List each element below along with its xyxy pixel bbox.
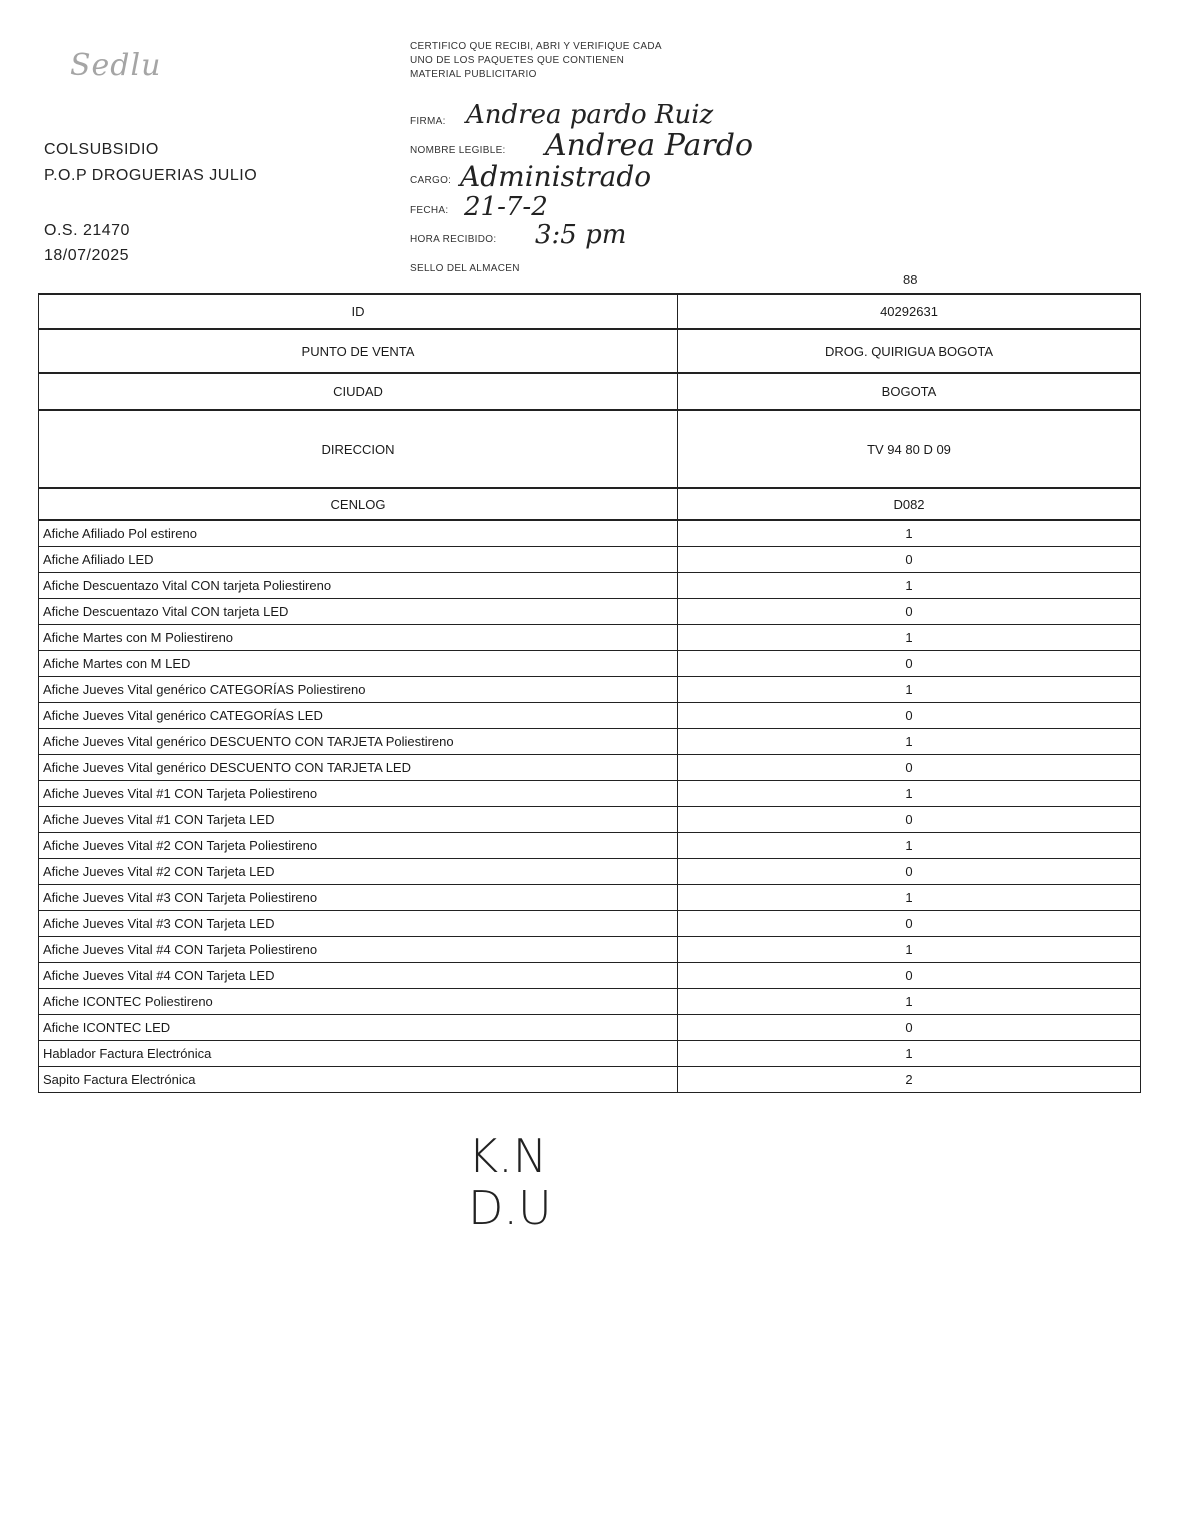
delivery-table	[38, 293, 1141, 1093]
hora-value: 3:5 pm	[535, 220, 627, 250]
row-value: DROG. QUIRIGUA BOGOTA	[678, 329, 1141, 373]
item-quantity: 0	[678, 599, 1141, 625]
item-quantity: 1	[678, 781, 1141, 807]
item-quantity: 0	[678, 755, 1141, 781]
item-quantity: 0	[678, 963, 1141, 989]
item-quantity: 1	[678, 885, 1141, 911]
item-quantity: 1	[678, 1041, 1141, 1067]
certificate-statement: CERTIFICO QUE RECIBI, ABRI Y VERIFIQUE CADA UNO DE LOS PAQUETES QUE CONTIENEN MATERIAL PUBLICITARIO	[410, 41, 662, 80]
item-row	[39, 729, 1141, 755]
item-quantity: 0	[678, 859, 1141, 885]
fecha-value: 21-7-2	[464, 192, 548, 222]
item-quantity: 1	[678, 520, 1141, 547]
item-row	[39, 573, 1141, 599]
nombre-label: NOMBRE LEGIBLE:	[410, 145, 506, 156]
item-row	[39, 807, 1141, 833]
item-row	[39, 520, 1141, 547]
item-name: Afiche ICONTEC LED	[39, 1015, 678, 1041]
page-number: 88	[903, 272, 918, 287]
item-row	[39, 651, 1141, 677]
item-quantity: 1	[678, 573, 1141, 599]
row-label: DIRECCION	[39, 410, 678, 488]
item-name: Afiche Jueves Vital #3 CON Tarjeta Poliestireno	[39, 885, 678, 911]
item-row	[39, 989, 1141, 1015]
sello-label: SELLO DEL ALMACEN	[410, 263, 520, 274]
item-quantity: 2	[678, 1067, 1141, 1093]
item-row	[39, 885, 1141, 911]
item-row	[39, 781, 1141, 807]
row-label: CIUDAD	[39, 373, 678, 410]
item-row	[39, 911, 1141, 937]
header-row-ciudad	[39, 373, 1141, 410]
cargo-value: Administrado	[460, 160, 652, 193]
item-name: Afiche Martes con M Poliestireno	[39, 625, 678, 651]
item-row	[39, 625, 1141, 651]
header-row-cenlog	[39, 488, 1141, 520]
firma-label: FIRMA:	[410, 116, 446, 127]
header-row-punto-de-venta	[39, 329, 1141, 373]
row-label: PUNTO DE VENTA	[39, 329, 678, 373]
item-quantity: 0	[678, 807, 1141, 833]
header-row-id	[39, 294, 1141, 329]
item-row	[39, 755, 1141, 781]
item-row	[39, 677, 1141, 703]
item-name: Afiche ICONTEC Poliestireno	[39, 989, 678, 1015]
item-name: Afiche Descuentazo Vital CON tarjeta LED	[39, 599, 678, 625]
item-name: Afiche Jueves Vital #3 CON Tarjeta LED	[39, 911, 678, 937]
item-quantity: 0	[678, 703, 1141, 729]
item-name: Afiche Descuentazo Vital CON tarjeta Poliestireno	[39, 573, 678, 599]
item-name: Afiche Afiliado LED	[39, 547, 678, 573]
item-name: Afiche Martes con M LED	[39, 651, 678, 677]
row-label: ID	[39, 294, 678, 329]
nombre-value: Andrea Pardo	[545, 128, 754, 163]
handwritten-note-line1: K.N	[468, 1129, 548, 1183]
project-name: P.O.P DROGUERIAS JULIO	[44, 167, 258, 184]
item-row	[39, 1015, 1141, 1041]
item-name: Afiche Jueves Vital #2 CON Tarjeta Poliestireno	[39, 833, 678, 859]
company-name: COLSUBSIDIO	[44, 141, 159, 158]
hora-label: HORA RECIBIDO:	[410, 234, 497, 245]
item-quantity: 0	[678, 1015, 1141, 1041]
item-quantity: 1	[678, 677, 1141, 703]
item-name: Afiche Jueves Vital genérico DESCUENTO CON TARJETA Poliestireno	[39, 729, 678, 755]
item-name: Hablador Factura Electrónica	[39, 1041, 678, 1067]
row-value: 40292631	[678, 294, 1141, 329]
item-name: Afiche Afiliado Pol estireno	[39, 520, 678, 547]
item-row	[39, 859, 1141, 885]
order-number: O.S. 21470	[44, 222, 130, 239]
item-name: Sapito Factura Electrónica	[39, 1067, 678, 1093]
item-row	[39, 1067, 1141, 1093]
item-name: Afiche Jueves Vital genérico CATEGORÍAS Poliestireno	[39, 677, 678, 703]
item-quantity: 0	[678, 547, 1141, 573]
item-name: Afiche Jueves Vital #4 CON Tarjeta Poliestireno	[39, 937, 678, 963]
item-row	[39, 937, 1141, 963]
header-row-direccion	[39, 410, 1141, 488]
row-label: CENLOG	[39, 488, 678, 520]
row-value: D082	[678, 488, 1141, 520]
item-name: Afiche Jueves Vital genérico CATEGORÍAS LED	[39, 703, 678, 729]
fecha-label: FECHA:	[410, 205, 449, 216]
item-name: Afiche Jueves Vital #1 CON Tarjeta Poliestireno	[39, 781, 678, 807]
row-value: BOGOTA	[678, 373, 1141, 410]
item-row	[39, 703, 1141, 729]
store-stamp: Sedlu	[70, 48, 162, 83]
handwritten-note	[468, 1130, 552, 1234]
handwritten-note-line2: D.U	[468, 1181, 552, 1235]
item-row	[39, 833, 1141, 859]
item-quantity: 1	[678, 989, 1141, 1015]
item-name: Afiche Jueves Vital genérico DESCUENTO CON TARJETA LED	[39, 755, 678, 781]
item-quantity: 0	[678, 651, 1141, 677]
order-date: 18/07/2025	[44, 247, 130, 264]
item-quantity: 1	[678, 625, 1141, 651]
item-name: Afiche Jueves Vital #2 CON Tarjeta LED	[39, 859, 678, 885]
item-quantity: 1	[678, 729, 1141, 755]
item-quantity: 0	[678, 911, 1141, 937]
item-row	[39, 963, 1141, 989]
item-row	[39, 1041, 1141, 1067]
item-row	[39, 599, 1141, 625]
firma-signature: Andrea pardo Ruiz	[466, 100, 714, 130]
item-row	[39, 547, 1141, 573]
item-quantity: 1	[678, 937, 1141, 963]
item-quantity: 1	[678, 833, 1141, 859]
cargo-label: CARGO:	[410, 175, 452, 186]
row-value: TV 94 80 D 09	[678, 410, 1141, 488]
item-name: Afiche Jueves Vital #4 CON Tarjeta LED	[39, 963, 678, 989]
item-name: Afiche Jueves Vital #1 CON Tarjeta LED	[39, 807, 678, 833]
